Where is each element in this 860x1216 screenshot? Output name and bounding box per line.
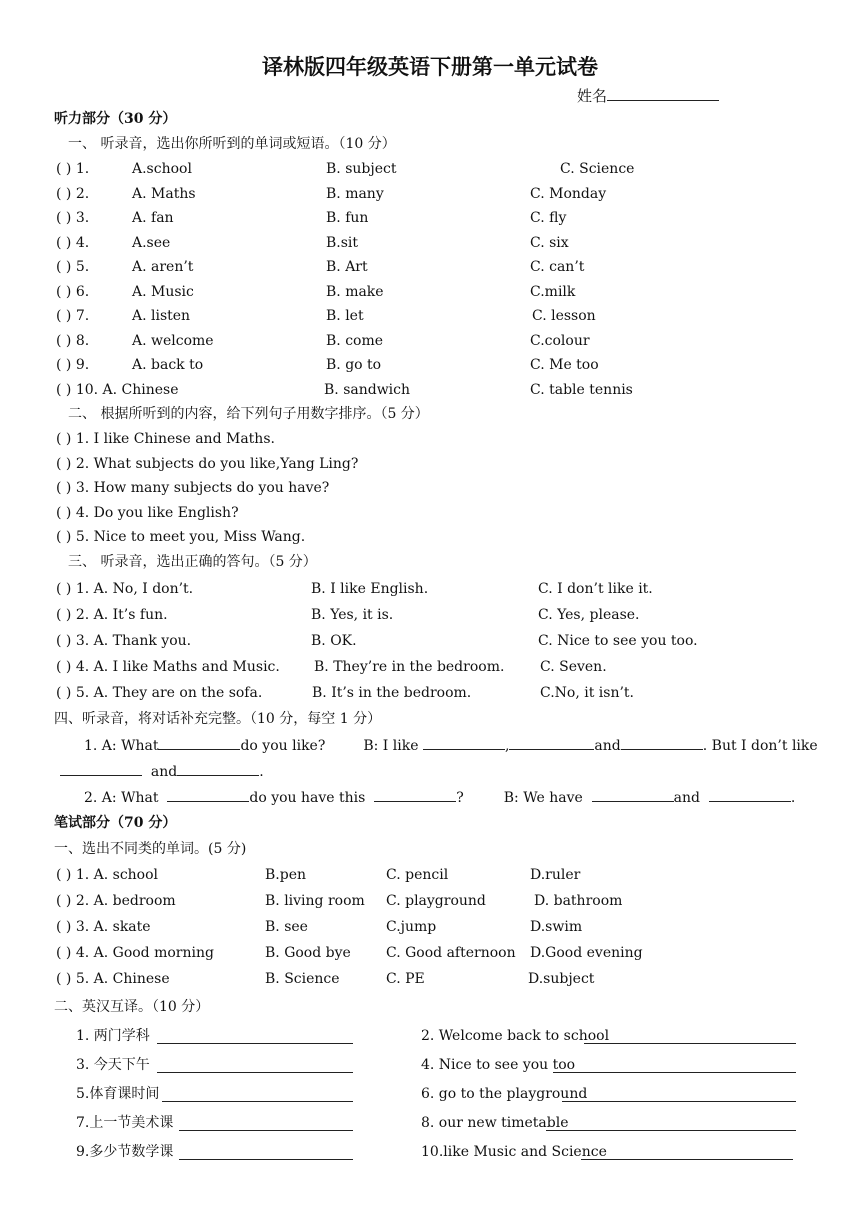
answer-line[interactable] <box>553 1072 796 1073</box>
written-part2-heading: 二、英汉互译。（10 分） <box>54 999 210 1015</box>
written-part1-heading: 一、选出不同类的单词。(5 分) <box>54 841 247 857</box>
option-c: C. Seven. <box>540 659 607 675</box>
question-number[interactable]: ( ) 4. <box>56 235 90 251</box>
dialogue-text: and <box>150 764 178 780</box>
listening-part2-heading: 二、 根据所听到的内容，给下列句子用数字排序。（5 分） <box>68 406 429 422</box>
option-b: B.pen <box>265 867 307 883</box>
option-b: B. come <box>326 333 384 349</box>
option-b: B. It’s in the bedroom. <box>312 685 472 701</box>
dialogue-text: , <box>504 738 510 754</box>
answer-blank[interactable] <box>709 788 791 802</box>
translation-prompt: 4. Nice to see you too <box>421 1057 576 1073</box>
option-c: C. Science <box>560 161 635 177</box>
option-c: C. pencil <box>386 867 449 883</box>
option-a[interactable]: ( ) 5. A. Chinese <box>56 971 170 987</box>
translation-prompt: 8. our new timetable <box>421 1115 569 1131</box>
option-c: C. I don’t like it. <box>538 581 653 597</box>
list-item[interactable]: ( ) 4. Do you like English? <box>56 505 239 521</box>
listening-part4-heading: 四、听录音，将对话补充完整。（10 分，每空 1 分） <box>54 711 382 727</box>
option-d: D.swim <box>530 919 583 935</box>
translation-prompt: 10.like Music and Science <box>421 1144 607 1160</box>
option-b: B. They’re in the bedroom. <box>314 659 505 675</box>
option-c: C. lesson <box>532 308 596 324</box>
answer-line[interactable] <box>162 1101 353 1102</box>
option-a: A.see <box>132 235 171 251</box>
option-b: B. OK. <box>311 633 357 649</box>
name-blank[interactable] <box>607 86 719 101</box>
option-c: C. fly <box>530 210 567 226</box>
translation-prompt: 9.多少节数学课 <box>76 1144 174 1160</box>
dialogue-text: do you have this <box>249 790 366 806</box>
option-b: B. Art <box>326 259 368 275</box>
translation-prompt: 1. 两门学科 <box>76 1028 150 1044</box>
option-a: A. Music <box>132 284 194 300</box>
list-item[interactable]: ( ) 2. What subjects do you like,Yang Ling? <box>56 456 359 472</box>
option-d: D.Good evening <box>530 945 643 961</box>
dialogue-text: do you like? <box>240 738 326 754</box>
option-d: D. bathroom <box>534 893 623 909</box>
option-b: B. subject <box>326 161 397 177</box>
listening-part3-heading: 三、 听录音，选出正确的答句。（5 分） <box>68 554 317 570</box>
option-c: C. playground <box>386 893 486 909</box>
question-number[interactable]: ( ) 8. <box>56 333 90 349</box>
option-c: C.jump <box>386 919 437 935</box>
dialogue-text: B: I like <box>363 738 419 754</box>
dialogue-text: . But I don’t like <box>702 738 818 754</box>
option-a[interactable]: ( ) 3. A. Thank you. <box>56 633 192 649</box>
option-b: B. living room <box>265 893 365 909</box>
option-b: B. let <box>326 308 364 324</box>
answer-blank[interactable] <box>592 788 674 802</box>
answer-blank[interactable] <box>423 736 505 750</box>
answer-line[interactable] <box>546 1130 796 1131</box>
dialogue-text: and <box>594 738 621 754</box>
option-a[interactable]: ( ) 1. A. school <box>56 867 159 883</box>
dialogue-1-line <box>84 736 818 755</box>
option-a: A. back to <box>132 357 204 373</box>
listening-part1-heading: 一、 听录音，选出你所听到的单词或短语。（10 分） <box>68 136 396 152</box>
option-d: D.subject <box>528 971 595 987</box>
option-a[interactable]: ( ) 5. A. They are on the sofa. <box>56 685 263 701</box>
answer-blank[interactable] <box>167 788 249 802</box>
written-header: 笔试部分（70 分） <box>54 815 177 831</box>
answer-line[interactable] <box>179 1159 353 1160</box>
option-a: A. welcome <box>132 333 214 349</box>
translation-prompt: 2. Welcome back to school <box>421 1028 610 1044</box>
dialogue-2-line <box>84 788 795 807</box>
answer-line[interactable] <box>562 1101 796 1102</box>
list-item[interactable]: ( ) 3. How many subjects do you have? <box>56 480 330 496</box>
option-c: C. Monday <box>530 186 607 202</box>
translation-prompt: 3. 今天下午 <box>76 1057 150 1073</box>
dialogue-text: . <box>790 790 796 806</box>
question-number[interactable]: ( ) 3. <box>56 210 90 226</box>
list-item[interactable]: ( ) 5. Nice to meet you, Miss Wang. <box>56 529 306 545</box>
dialogue-text: and <box>673 790 700 806</box>
option-a[interactable]: ( ) 1. A. No, I don’t. <box>56 581 194 597</box>
answer-blank[interactable] <box>177 762 259 776</box>
option-c: C. Yes, please. <box>538 607 640 623</box>
answer-line[interactable] <box>157 1043 353 1044</box>
option-b: B. I like English. <box>311 581 429 597</box>
name-field <box>577 86 719 105</box>
question-number[interactable]: ( ) 5. <box>56 259 90 275</box>
listening-header: 听力部分（30 分） <box>54 111 177 127</box>
option-a: A. fan <box>132 210 174 226</box>
name-label: 姓名 <box>577 87 608 105</box>
option-c: C.colour <box>530 333 590 349</box>
question-number[interactable]: ( ) 9. <box>56 357 90 373</box>
option-a[interactable]: ( ) 3. A. skate <box>56 919 151 935</box>
dialogue-text: 2. A: What <box>84 790 159 806</box>
question-number[interactable]: ( ) 10. A. Chinese <box>56 382 179 398</box>
dialogue-text: 1. A: What <box>84 738 159 754</box>
question-number[interactable]: ( ) 1. <box>56 161 90 177</box>
option-c: C. Good afternoon <box>386 945 516 961</box>
option-a[interactable]: ( ) 2. A. bedroom <box>56 893 176 909</box>
question-number[interactable]: ( ) 7. <box>56 308 90 324</box>
option-b: B. make <box>326 284 384 300</box>
option-b: B. many <box>326 186 384 202</box>
answer-blank[interactable] <box>158 736 240 750</box>
option-a: A.school <box>132 161 192 177</box>
option-b: B. fun <box>326 210 369 226</box>
option-a[interactable]: ( ) 4. A. I like Maths and Music. <box>56 659 280 675</box>
page-title: 译林版四年级英语下册第一单元试卷 <box>262 54 598 79</box>
dialogue-1-line-2 <box>60 762 264 781</box>
translation-prompt: 6. go to the playground <box>421 1086 588 1102</box>
option-c: C. table tennis <box>530 382 633 398</box>
dialogue-text: . <box>259 764 264 780</box>
question-number[interactable]: ( ) 2. <box>56 186 90 202</box>
option-c: C. Me too <box>530 357 599 373</box>
answer-blank[interactable] <box>509 736 594 750</box>
option-d: D.ruler <box>530 867 581 883</box>
option-c: C. six <box>530 235 569 251</box>
option-a: A. aren’t <box>132 259 194 275</box>
option-b: B. Yes, it is. <box>311 607 394 623</box>
translation-prompt: 5.体育课时间 <box>76 1086 160 1102</box>
option-b: B. see <box>265 919 308 935</box>
dialogue-text: ? <box>456 790 464 806</box>
question-number[interactable]: ( ) 6. <box>56 284 90 300</box>
answer-blank[interactable] <box>374 788 456 802</box>
option-b: B. Good bye <box>265 945 351 961</box>
option-a: A. Maths <box>132 186 196 202</box>
option-c: C. can’t <box>530 259 585 275</box>
answer-line[interactable] <box>157 1072 353 1073</box>
answer-line[interactable] <box>584 1043 796 1044</box>
translation-prompt: 7.上一节美术课 <box>76 1115 174 1131</box>
answer-line[interactable] <box>581 1159 793 1160</box>
dialogue-text: B: We have <box>503 790 583 806</box>
option-b: B. Science <box>265 971 340 987</box>
option-c: C. PE <box>386 971 425 987</box>
option-b: B. go to <box>326 357 382 373</box>
answer-line[interactable] <box>179 1130 353 1131</box>
option-a[interactable]: ( ) 4. A. Good morning <box>56 945 214 961</box>
option-b: B.sit <box>326 235 359 251</box>
answer-blank[interactable] <box>621 736 703 750</box>
list-item[interactable]: ( ) 1. I like Chinese and Maths. <box>56 431 275 447</box>
option-b: B. sandwich <box>324 382 411 398</box>
option-a[interactable]: ( ) 2. A. It’s fun. <box>56 607 168 623</box>
answer-blank[interactable] <box>60 762 142 776</box>
option-c: C.milk <box>530 284 576 300</box>
option-c: C.No, it isn’t. <box>540 685 635 701</box>
option-c: C. Nice to see you too. <box>538 633 698 649</box>
option-a: A. listen <box>132 308 191 324</box>
